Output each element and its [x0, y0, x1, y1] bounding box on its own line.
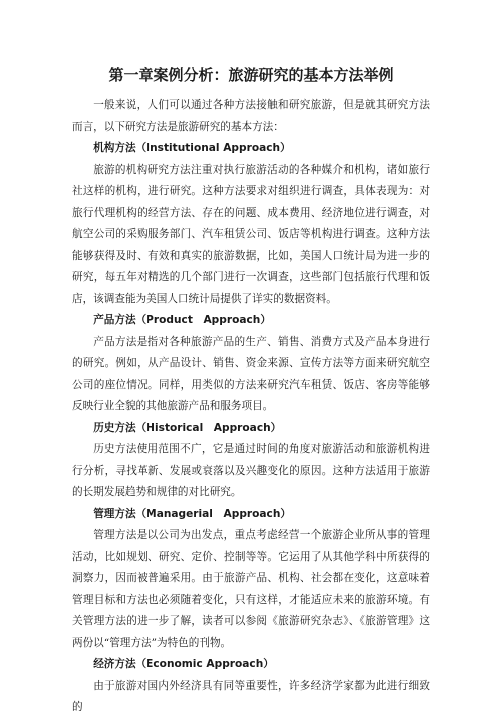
section-body-managerial: 管理方法是以公司为出发点，重点考虑经营一个旅游企业所从事的管理活动，比如规划、研究、定价、控制等等。它运用了从其他学科中所获得的洞察力，因而被普遍采用。由于旅游产品、机构、社会都在变化，这意味着管理目标和方法也必须随着变化，只有这样，才能适应未来的旅游环境。有关管理方法的进一步了解，读者可以参阅《旅游研究杂志》、《旅游管理》这两份以“管理方法”为特色的刊物。	[72, 529, 430, 649]
section-body-institutional: 旅游的机构研究方法注重对执行旅游活动的各种媒介和机构，诸如旅行社这样的机构，进行研究。这种方法要求对组织进行调查，具体表现为：对旅行代理机构的经营方法、存在的问题、成本费用、经济地位进行调查，对航空公司的采购服务部门、汽车租赁公司、饭店等机构进行调查。这种方法能够获得及时、有效和真实的旅游数据，比如，美国人口统计局为进一步的研究，每五年对精选的几个部门进行一次调查，这些部门包括旅行代理和饭店，该调查能为美国人口统计局提供了详实的数据资料。	[72, 163, 430, 305]
section-heading-institutional: 机构方法（Institutional Approach）	[93, 142, 291, 154]
section-body-historical: 历史方法使用范围不广，它是通过时间的角度对旅游活动和旅游机构进行分析，寻找革新、发展或衰落以及兴趣变化的原因。这种方法适用于旅游的长期发展趋势和规律的对比研究。	[72, 443, 430, 498]
section-heading-managerial: 管理方法（Managerial Approach）	[93, 507, 291, 520]
document-title: 第一章案例分析：旅游研究的基本方法举例	[108, 66, 394, 84]
section-body-product: 产品方法是指对各种旅游产品的生产、销售、消费方式及产品本身进行的研究。例如，从产品设计、销售、资金来源、宣传方法等方面来研究航空公司的座位情况。同样，用类似的方法来研究汽车租赁、饭店、客房等能够反映行业全貌的其他旅游产品和服务项目。	[72, 335, 430, 412]
section-heading-historical: 历史方法（Historical Approach）	[93, 421, 282, 434]
document-page	[72, 64, 430, 719]
section-heading-economic: 经济方法（Economic Approach）	[93, 658, 274, 670]
intro-paragraph: 一般来说，人们可以通过各种方法接触和研究旅游，但是就其研究方法而言，以下研究方法是旅游研究的基本方法：	[72, 99, 430, 133]
section-body-economic: 由于旅游对国内外经济具有同等重要性，许多经济学家都为此进行细致的	[72, 679, 430, 713]
section-heading-product: 产品方法（Product Approach）	[93, 314, 271, 326]
